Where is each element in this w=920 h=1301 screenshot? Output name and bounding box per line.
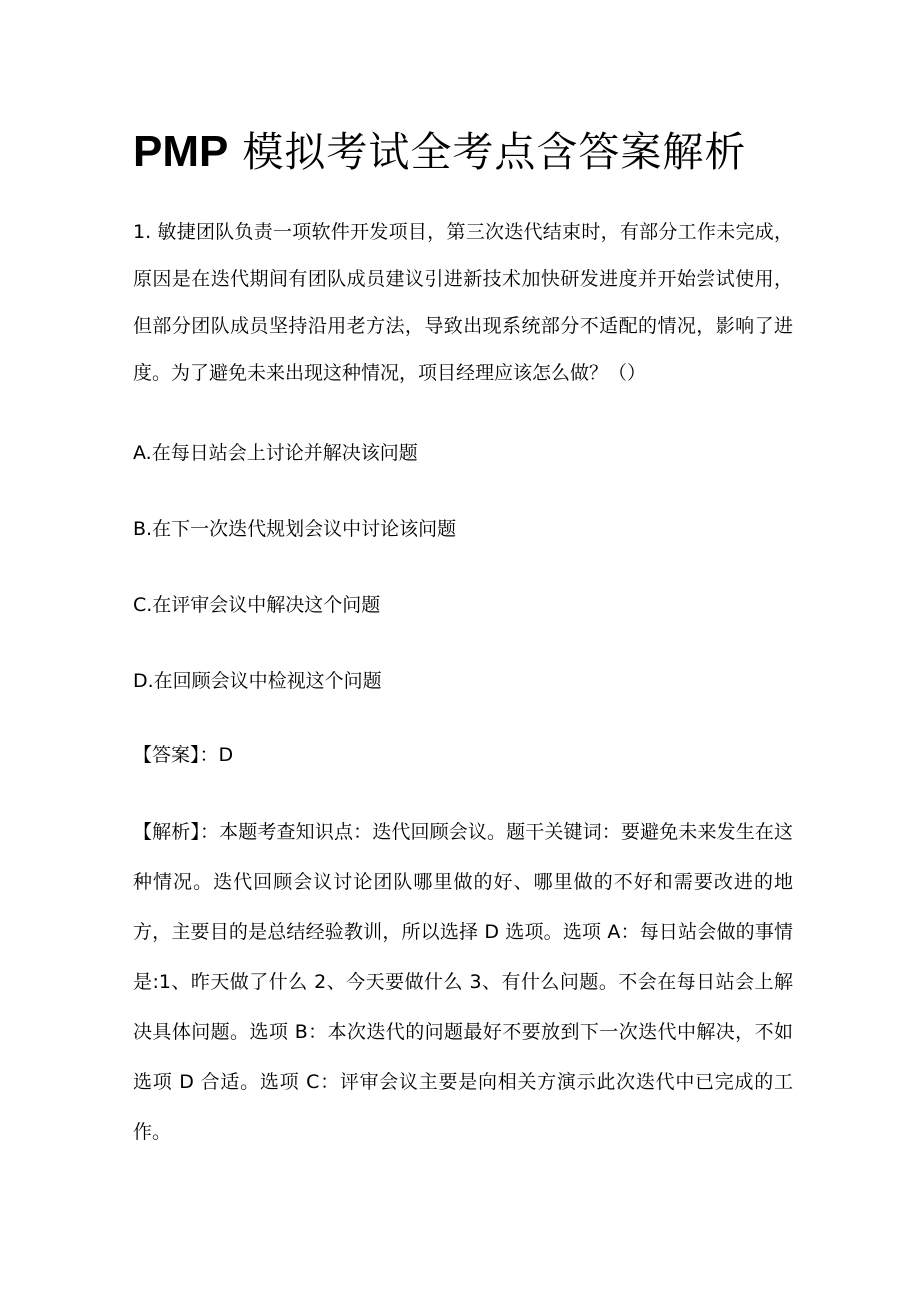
analysis-text: 【解析】：本题考查知识点：迭代回顾会议。题干关键词：要避免未来发生在这种情况。迭代回顾会议讨论团队哪里做的好、哪里做的不好和需要改进的地方，主要目的是总结经验教训，所以选择 D 选项。选项 A：每日站会做的事情是:1、昨天做了什么 2、今天要做什么 3、有什么问题。不会在每日站会上解决具体问题。选项 B：本次迭代的问题最好不要放到下一次迭代中解决，不如选项 D 合适。选项 C：评审会议主要是向相关方演示此次迭代中已完成的工作。 xyxy=(133,821,793,1143)
option-a: A.在每日站会上讨论并解决该问题 xyxy=(133,442,418,464)
option-d: D.在回顾会议中检视这个问题 xyxy=(133,670,382,692)
question-text: 1. 敏捷团队负责一项软件开发项目，第三次迭代结束时，有部分工作未完成，原因是在迭代期间有团队成员建议引进新技术加快研发进度并开始尝试使用，但部分团队成员坚持沿用老方法，导致出现系统部分不适配的情况，影响了进度。为了避免未来出现这种情况，项目经理应该怎么做？（） xyxy=(133,221,793,384)
option-c: C.在评审会议中解决这个问题 xyxy=(133,594,381,616)
title-brand: PMP xyxy=(133,127,229,176)
page-title xyxy=(133,124,833,180)
answer-line: 【答案】：D xyxy=(133,744,234,766)
option-b: B.在下一次迭代规划会议中讨论该问题 xyxy=(133,518,457,540)
title-text: 模拟考试全考点含答案解析 xyxy=(242,128,747,176)
